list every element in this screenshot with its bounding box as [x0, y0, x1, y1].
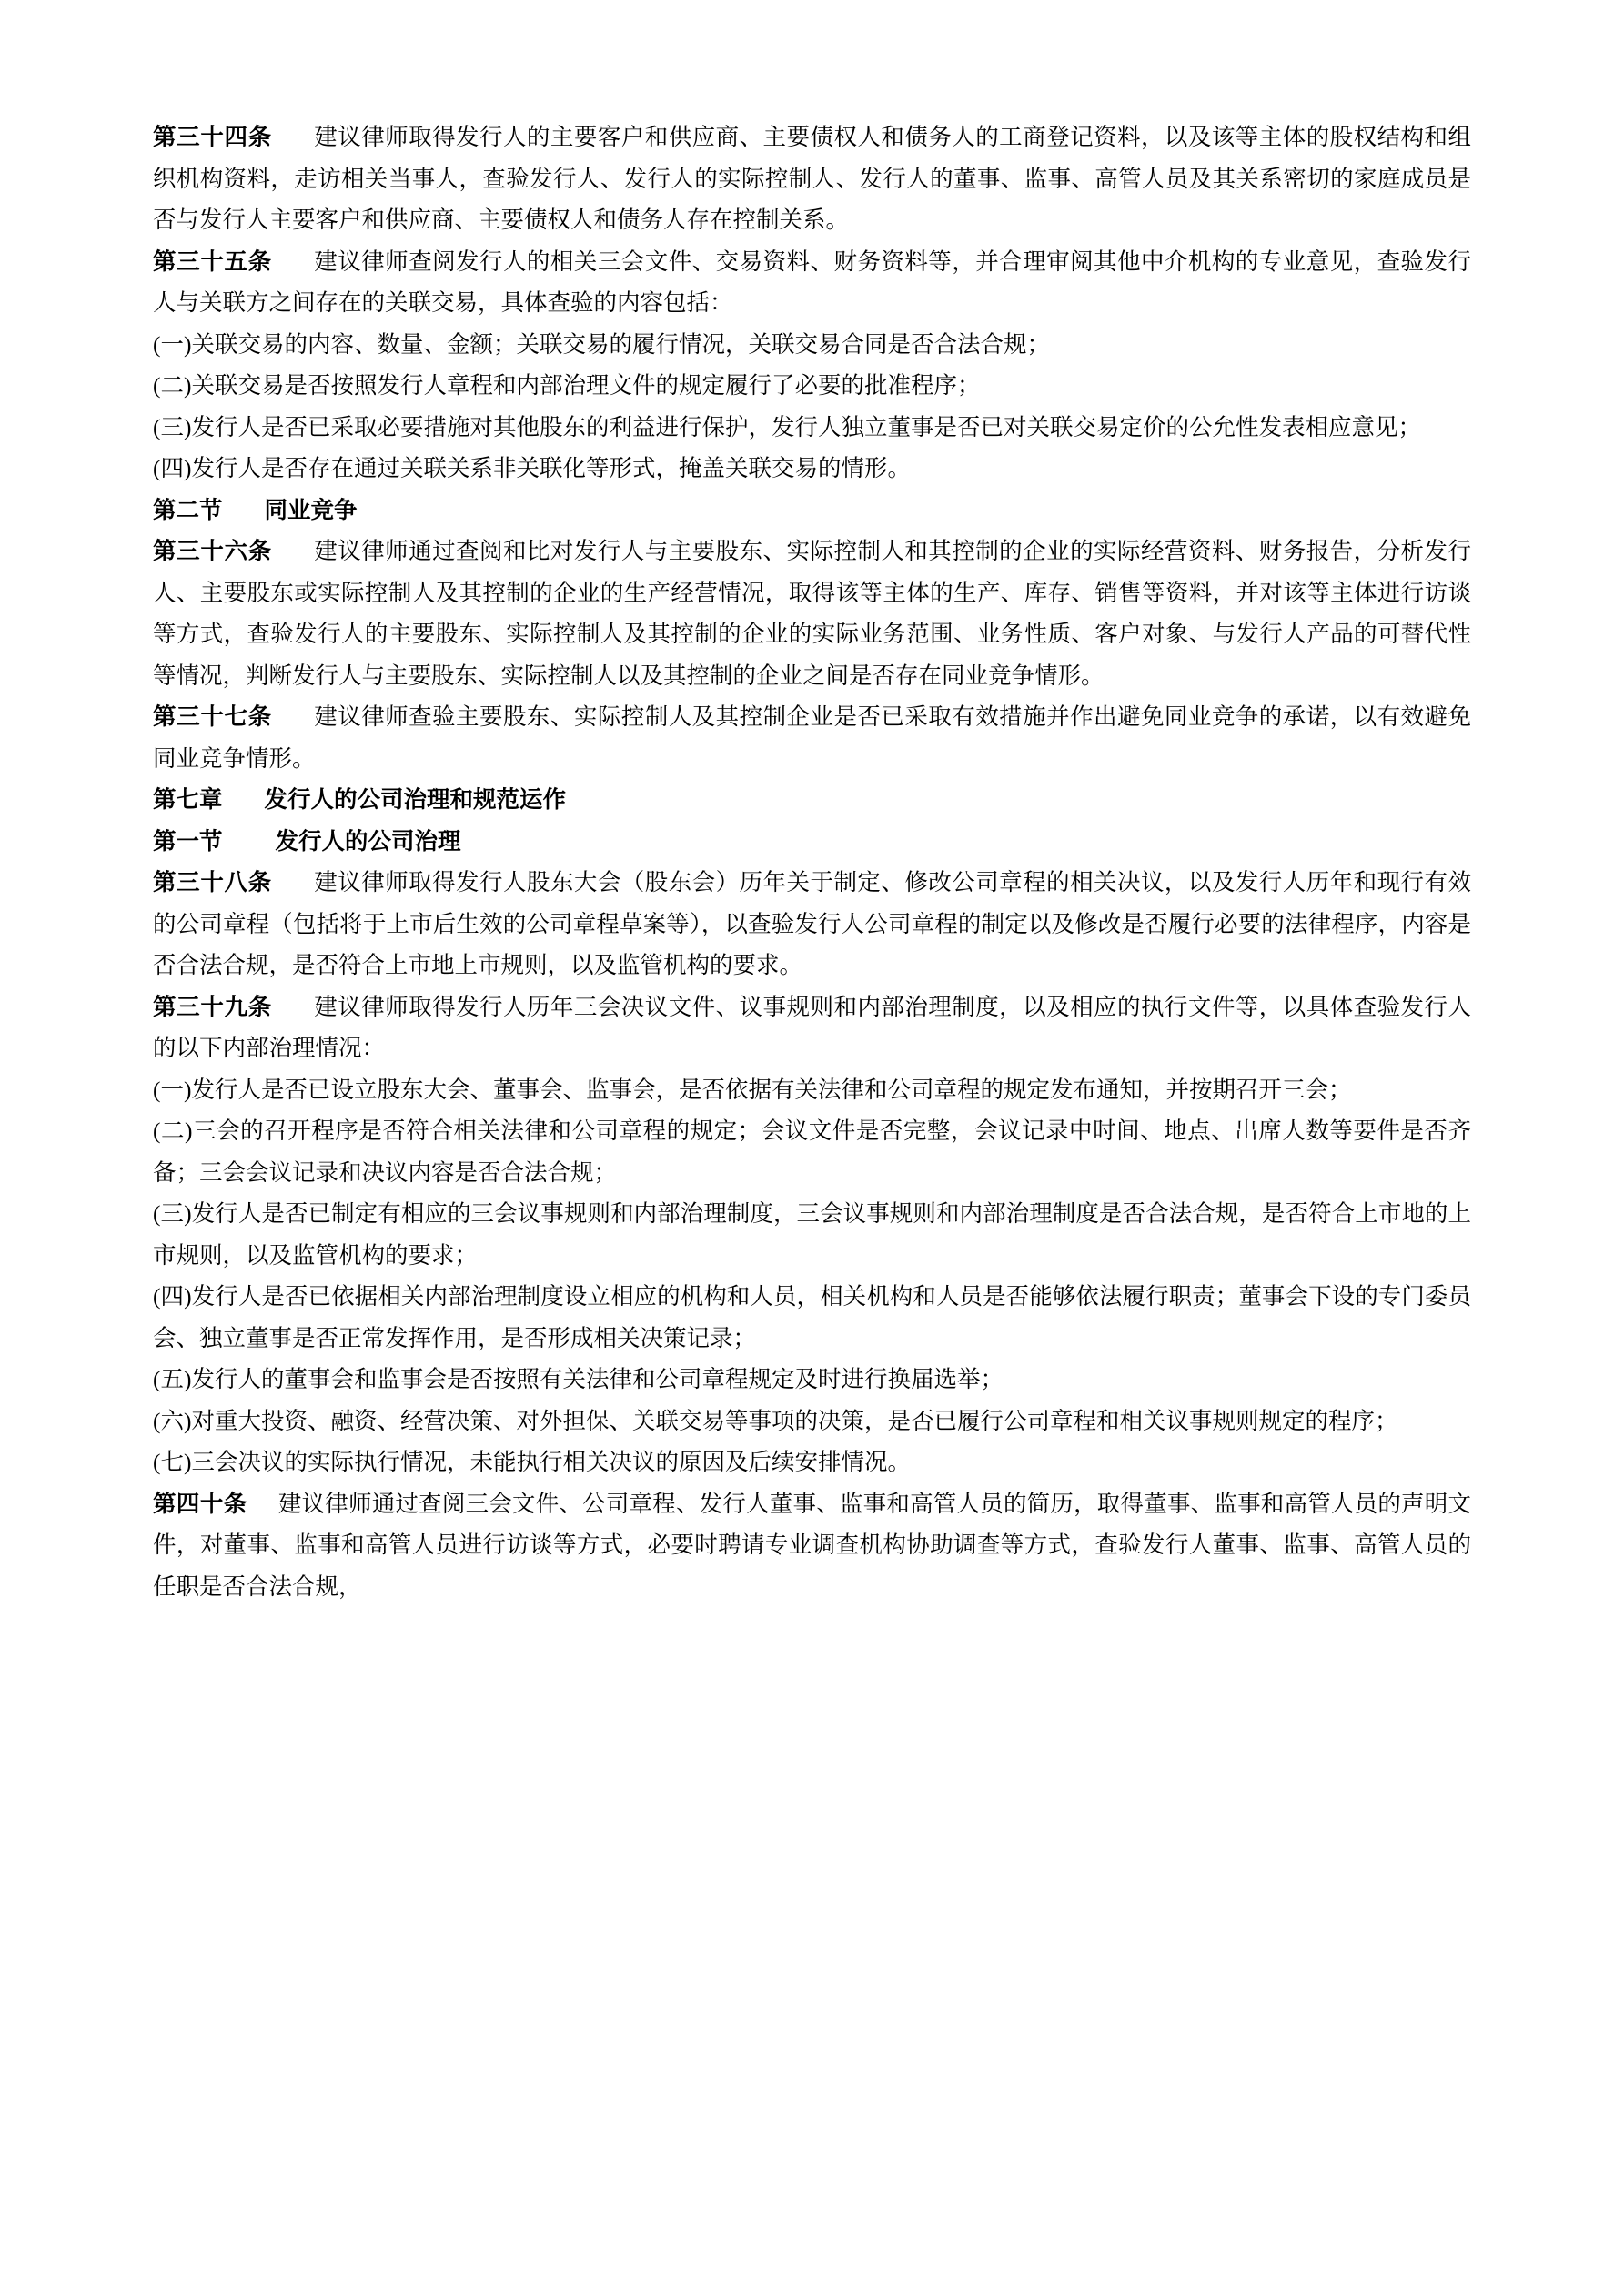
- article-label: 第三十五条: [153, 248, 272, 275]
- paragraph-text: (一)发行人是否已设立股东大会、董事会、监事会，是否依据有关法律和公司章程的规定发布通知，并按期召开三会；: [153, 1076, 1352, 1103]
- paragraph-text: 建议律师取得发行人的主要客户和供应商、主要债权人和债务人的工商登记资料，以及该等主体的股权结构和组织机构资料，走访相关当事人，查验发行人、发行人的实际控制人、发行人的董事、监事、高管人员及其关系密切的家庭成员是否与发行人主要客户和供应商、主要债权人和债务人存在控制关系。: [153, 124, 1471, 233]
- section-heading: [153, 779, 1471, 821]
- paragraph-text: 建议律师通过查阅和比对发行人与主要股东、实际控制人和其控制的企业的实际经营资料、财务报告，分析发行人、主要股东或实际控制人及其控制的企业的生产经营情况，取得该等主体的生产、库存、销售等资料，并对该等主体进行访谈等方式，查验发行人的主要股东、实际控制人及其控制的企业的实际业务范围、业务性质、客户对象、与发行人产品的可替代性等情况，判断发行人与主要股东、实际控制人以及其控制的企业之间是否存在同业竞争情形。: [153, 538, 1471, 689]
- article-label: 第三十九条: [153, 993, 272, 1020]
- article-label: 第七章: [153, 786, 223, 813]
- clause-item: [153, 1110, 1471, 1193]
- article-label: 第四十条: [153, 1490, 247, 1517]
- article-paragraph: [153, 531, 1471, 696]
- article-paragraph: [153, 116, 1471, 241]
- paragraph-text: (二)关联交易是否按照发行人章程和内部治理文件的规定履行了必要的批准程序；: [153, 372, 981, 399]
- clause-item: [153, 407, 1471, 449]
- article-paragraph: [153, 696, 1471, 779]
- article-label: 第三十七条: [153, 703, 272, 730]
- clause-item: [153, 365, 1471, 407]
- paragraph-text: 建议律师取得发行人股东大会（股东会）历年关于制定、修改公司章程的相关决议，以及发行人历年和现行有效的公司章程（包括将于上市后生效的公司章程草案等），以查验发行人公司章程的制定以及修改是否履行必要的法律程序，内容是否合法合规，是否符合上市地上市规则，以及监管机构的要求。: [153, 869, 1471, 978]
- clause-item: [153, 1441, 1471, 1483]
- clause-item: [153, 1276, 1471, 1359]
- paragraph-text: 建议律师取得发行人历年三会决议文件、议事规则和内部治理制度，以及相应的执行文件等，以具体查验发行人的以下内部治理情况：: [153, 993, 1471, 1061]
- paragraph-text: (二)三会的召开程序是否符合相关法律和公司章程的规定；会议文件是否完整，会议记录中时间、地点、出席人数等要件是否齐备；三会会议记录和决议内容是否合法合规；: [153, 1118, 1471, 1186]
- heading-text: 发行人的公司治理和规范运作: [264, 786, 567, 813]
- paragraph-text: (四)发行人是否存在通过关联关系非关联化等形式，掩盖关联交易的情形。: [153, 455, 911, 481]
- paragraph-text: 建议律师查阅发行人的相关三会文件、交易资料、财务资料等，并合理审阅其他中介机构的专业意见，查验发行人与关联方之间存在的关联交易，具体查验的内容包括：: [153, 248, 1471, 316]
- article-label: 第一节: [153, 827, 223, 855]
- article-paragraph: [153, 862, 1471, 986]
- paragraph-text: (六)对重大投资、融资、经营决策、对外担保、关联交易等事项的决策，是否已履行公司章程和相关议事规则规定的程序；: [153, 1407, 1398, 1434]
- section-heading: [153, 490, 1471, 531]
- clause-item: [153, 1193, 1471, 1276]
- article-label: 第三十六条: [153, 538, 272, 564]
- section-heading: [153, 821, 1471, 863]
- paragraph-text: 建议律师查验主要股东、实际控制人及其控制企业是否已采取有效措施并作出避免同业竞争的承诺，以有效避免同业竞争情形。: [153, 703, 1471, 772]
- paragraph-text: (三)发行人是否已制定有相应的三会议事规则和内部治理制度，三会议事规则和内部治理制度是否合法合规，是否符合上市地的上市规则，以及监管机构的要求；: [153, 1200, 1471, 1269]
- heading-text: 同业竞争: [264, 496, 358, 523]
- paragraph-text: 建议律师通过查阅三会文件、公司章程、发行人董事、监事和高管人员的简历，取得董事、监事和高管人员的声明文件，对董事、监事和高管人员进行访谈等方式，必要时聘请专业调查机构协助调查等方式，查验发行人董事、监事、高管人员的任职是否合法合规，: [153, 1490, 1471, 1600]
- clause-item: [153, 1359, 1471, 1401]
- paragraph-text: (一)关联交易的内容、数量、金额；关联交易的履行情况，关联交易合同是否合法合规；: [153, 330, 1050, 358]
- paragraph-text: (三)发行人是否已采取必要措施对其他股东的利益进行保护，发行人独立董事是否已对关联交易定价的公允性发表相应意见；: [153, 413, 1421, 440]
- clause-item: [153, 1401, 1471, 1442]
- article-paragraph: [153, 241, 1471, 324]
- clause-item: [153, 1069, 1471, 1111]
- article-paragraph: [153, 1483, 1471, 1608]
- document-body: [153, 116, 1471, 1607]
- clause-item: [153, 448, 1471, 490]
- article-label: 第二节: [153, 496, 223, 523]
- article-label: 第三十四条: [153, 124, 272, 150]
- article-paragraph: [153, 986, 1471, 1069]
- paragraph-text: (七)三会决议的实际执行情况，未能执行相关决议的原因及后续安排情况。: [153, 1449, 911, 1475]
- paragraph-text: (五)发行人的董事会和监事会是否按照有关法律和公司章程规定及时进行换届选举；: [153, 1366, 1004, 1392]
- heading-text: 发行人的公司治理: [275, 827, 461, 855]
- clause-item: [153, 324, 1471, 366]
- article-label: 第三十八条: [153, 869, 272, 895]
- paragraph-text: (四)发行人是否已依据相关内部治理制度设立相应的机构和人员，相关机构和人员是否能够依法履行职责；董事会下设的专门委员会、独立董事是否正常发挥作用，是否形成相关决策记录；: [153, 1283, 1471, 1351]
